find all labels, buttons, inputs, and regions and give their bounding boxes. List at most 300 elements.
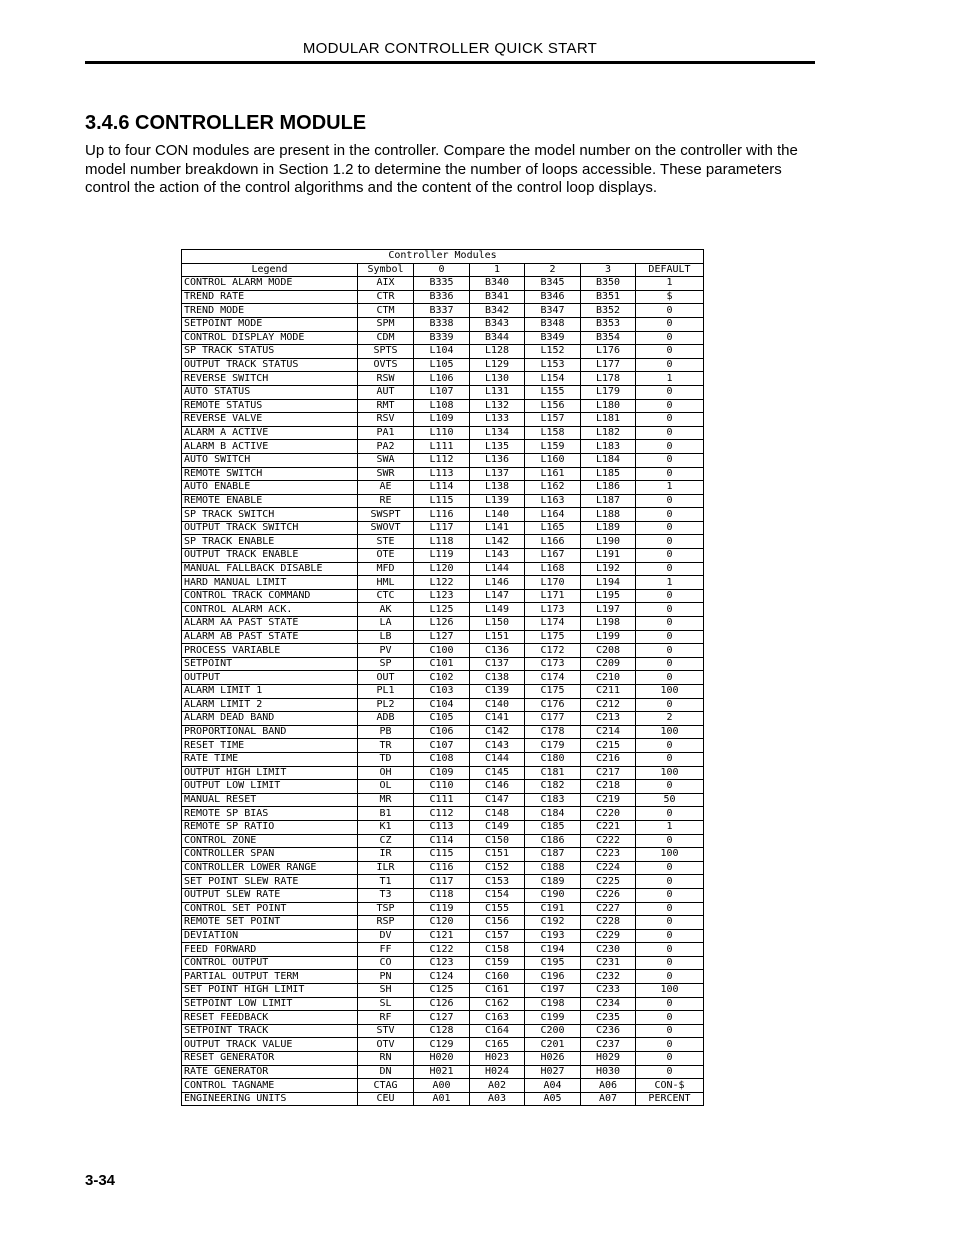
module-2-cell: C177 (525, 712, 581, 726)
module-0-cell: C119 (414, 902, 470, 916)
page-number: 3-34 (85, 1172, 116, 1189)
module-3-cell: C214 (581, 725, 636, 739)
table-row (182, 875, 704, 889)
default-cell: 50 (636, 793, 704, 807)
column-header: Legend (182, 263, 358, 277)
module-2-cell: L152 (525, 345, 581, 359)
symbol-cell: PV (358, 644, 414, 658)
symbol-cell: PA2 (358, 440, 414, 454)
symbol-cell: ADB (358, 712, 414, 726)
default-cell: 0 (636, 956, 704, 970)
table-row (182, 970, 704, 984)
module-3-cell: C233 (581, 984, 636, 998)
default-cell: 0 (636, 494, 704, 508)
module-2-cell: C179 (525, 739, 581, 753)
table-row (182, 1011, 704, 1025)
module-0-cell: C123 (414, 956, 470, 970)
symbol-cell: STV (358, 1024, 414, 1038)
default-cell: 1 (636, 372, 704, 386)
default-cell: 0 (636, 617, 704, 631)
module-3-cell: C237 (581, 1038, 636, 1052)
module-0-cell: C122 (414, 943, 470, 957)
module-1-cell: L132 (470, 399, 525, 413)
module-1-cell: L135 (470, 440, 525, 454)
module-3-cell: C228 (581, 916, 636, 930)
module-3-cell: B351 (581, 290, 636, 304)
symbol-cell: IR (358, 848, 414, 862)
symbol-cell: AE (358, 481, 414, 495)
symbol-cell: OVTS (358, 358, 414, 372)
symbol-cell: OTV (358, 1038, 414, 1052)
symbol-cell: DV (358, 929, 414, 943)
module-1-cell: C144 (470, 752, 525, 766)
legend-cell: DEVIATION (182, 929, 358, 943)
module-0-cell: C128 (414, 1024, 470, 1038)
legend-cell: SP TRACK SWITCH (182, 508, 358, 522)
module-3-cell: L177 (581, 358, 636, 372)
legend-cell: OUTPUT TRACK ENABLE (182, 549, 358, 563)
module-2-cell: C198 (525, 997, 581, 1011)
default-cell: 2 (636, 712, 704, 726)
symbol-cell: CTR (358, 290, 414, 304)
module-0-cell: L125 (414, 603, 470, 617)
symbol-cell: PL1 (358, 685, 414, 699)
module-0-cell: L117 (414, 521, 470, 535)
legend-cell: RATE TIME (182, 752, 358, 766)
module-2-cell: C200 (525, 1024, 581, 1038)
table-row (182, 535, 704, 549)
running-header: MODULAR CONTROLLER QUICK START (302, 40, 598, 57)
module-0-cell: L127 (414, 630, 470, 644)
module-0-cell: A00 (414, 1079, 470, 1093)
table-row (182, 494, 704, 508)
module-2-cell: L173 (525, 603, 581, 617)
default-cell: $ (636, 290, 704, 304)
intro-paragraph: Up to four CON modules are present in the controller. Compare the model number on the controller with the model number breakdown in Section 1.2 to determine the number of loops accessible. These parameters control the action of the control algorithms and the content of the control loop displays. (85, 142, 798, 196)
symbol-cell: TD (358, 752, 414, 766)
module-3-cell: C227 (581, 902, 636, 916)
legend-cell: SETPOINT (182, 657, 358, 671)
symbol-cell: AK (358, 603, 414, 617)
module-3-cell: C226 (581, 888, 636, 902)
module-0-cell: L118 (414, 535, 470, 549)
legend-cell: ALARM LIMIT 2 (182, 698, 358, 712)
legend-cell: OUTPUT LOW LIMIT (182, 780, 358, 794)
default-cell: 0 (636, 929, 704, 943)
module-0-cell: C106 (414, 725, 470, 739)
module-1-cell: C141 (470, 712, 525, 726)
module-3-cell: L182 (581, 426, 636, 440)
module-1-cell: L147 (470, 589, 525, 603)
symbol-cell: T3 (358, 888, 414, 902)
module-3-cell: L176 (581, 345, 636, 359)
default-cell: 0 (636, 358, 704, 372)
module-2-cell: H026 (525, 1052, 581, 1066)
module-3-cell: H030 (581, 1065, 636, 1079)
module-1-cell: C138 (470, 671, 525, 685)
module-1-cell: H024 (470, 1065, 525, 1079)
table-row (182, 1092, 704, 1106)
module-0-cell: C113 (414, 820, 470, 834)
symbol-cell: T1 (358, 875, 414, 889)
module-2-cell: L163 (525, 494, 581, 508)
legend-cell: ALARM AA PAST STATE (182, 617, 358, 631)
legend-cell: OUTPUT (182, 671, 358, 685)
module-1-cell: C149 (470, 820, 525, 834)
legend-cell: REVERSE VALVE (182, 413, 358, 427)
section-title: 3.4.6 CONTROLLER MODULE (85, 112, 367, 134)
module-1-cell: L141 (470, 521, 525, 535)
default-cell: 100 (636, 848, 704, 862)
module-1-cell: L136 (470, 453, 525, 467)
table-row (182, 902, 704, 916)
module-0-cell: C129 (414, 1038, 470, 1052)
module-3-cell: L188 (581, 508, 636, 522)
table-row (182, 603, 704, 617)
module-1-cell: C155 (470, 902, 525, 916)
module-0-cell: C109 (414, 766, 470, 780)
module-1-cell: C160 (470, 970, 525, 984)
symbol-cell: SPTS (358, 345, 414, 359)
module-2-cell: B346 (525, 290, 581, 304)
module-2-cell: C193 (525, 929, 581, 943)
table-row (182, 426, 704, 440)
legend-cell: FEED FORWARD (182, 943, 358, 957)
module-1-cell: L144 (470, 562, 525, 576)
module-2-cell: C180 (525, 752, 581, 766)
table-row (182, 385, 704, 399)
default-cell: 0 (636, 440, 704, 454)
module-0-cell: B336 (414, 290, 470, 304)
module-3-cell: L187 (581, 494, 636, 508)
legend-cell: SET POINT HIGH LIMIT (182, 984, 358, 998)
symbol-cell: TSP (358, 902, 414, 916)
legend-cell: AUTO STATUS (182, 385, 358, 399)
legend-cell: REMOTE SP RATIO (182, 820, 358, 834)
module-1-cell: L134 (470, 426, 525, 440)
module-0-cell: C110 (414, 780, 470, 794)
module-0-cell: L107 (414, 385, 470, 399)
symbol-cell: SWA (358, 453, 414, 467)
default-cell: 0 (636, 1065, 704, 1079)
column-header: DEFAULT (636, 263, 704, 277)
module-0-cell: B339 (414, 331, 470, 345)
module-3-cell: L179 (581, 385, 636, 399)
default-cell: 0 (636, 780, 704, 794)
module-0-cell: L104 (414, 345, 470, 359)
module-1-cell: C148 (470, 807, 525, 821)
symbol-cell: PN (358, 970, 414, 984)
module-1-cell: B341 (470, 290, 525, 304)
module-0-cell: L113 (414, 467, 470, 481)
table-row (182, 372, 704, 386)
table-row (182, 589, 704, 603)
module-0-cell: C102 (414, 671, 470, 685)
module-1-cell: A03 (470, 1092, 525, 1106)
module-0-cell: L109 (414, 413, 470, 427)
module-3-cell: C221 (581, 820, 636, 834)
module-2-cell: C192 (525, 916, 581, 930)
module-2-cell: C195 (525, 956, 581, 970)
module-1-cell: L139 (470, 494, 525, 508)
module-1-cell: C146 (470, 780, 525, 794)
legend-cell: OUTPUT TRACK SWITCH (182, 521, 358, 535)
module-0-cell: L106 (414, 372, 470, 386)
symbol-cell: RE (358, 494, 414, 508)
module-0-cell: C101 (414, 657, 470, 671)
symbol-cell: SP (358, 657, 414, 671)
default-cell: 0 (636, 698, 704, 712)
table-row (182, 725, 704, 739)
module-2-cell: L166 (525, 535, 581, 549)
legend-cell: OUTPUT TRACK STATUS (182, 358, 358, 372)
module-1-cell: C162 (470, 997, 525, 1011)
module-3-cell: L180 (581, 399, 636, 413)
module-0-cell: C117 (414, 875, 470, 889)
table-row (182, 1065, 704, 1079)
legend-cell: OUTPUT HIGH LIMIT (182, 766, 358, 780)
module-3-cell: C234 (581, 997, 636, 1011)
module-1-cell: L129 (470, 358, 525, 372)
default-cell: 0 (636, 508, 704, 522)
default-cell: 100 (636, 685, 704, 699)
default-cell: 0 (636, 861, 704, 875)
legend-cell: CONTROL ALARM MODE (182, 277, 358, 291)
module-1-cell: C164 (470, 1024, 525, 1038)
module-3-cell: A07 (581, 1092, 636, 1106)
module-1-cell: C157 (470, 929, 525, 943)
module-2-cell: C199 (525, 1011, 581, 1025)
module-0-cell: C127 (414, 1011, 470, 1025)
legend-cell: ENGINEERING UNITS (182, 1092, 358, 1106)
module-2-cell: C194 (525, 943, 581, 957)
module-2-cell: B347 (525, 304, 581, 318)
module-3-cell: C232 (581, 970, 636, 984)
symbol-cell: AUT (358, 385, 414, 399)
default-cell: 0 (636, 834, 704, 848)
default-cell: 0 (636, 426, 704, 440)
symbol-cell: SWR (358, 467, 414, 481)
module-3-cell: B352 (581, 304, 636, 318)
symbol-cell: LB (358, 630, 414, 644)
module-2-cell: C188 (525, 861, 581, 875)
module-2-cell: L154 (525, 372, 581, 386)
table-row (182, 671, 704, 685)
controller-modules-table (181, 249, 704, 1106)
module-1-cell: B340 (470, 277, 525, 291)
symbol-cell: OTE (358, 549, 414, 563)
module-2-cell: C196 (525, 970, 581, 984)
legend-cell: AUTO SWITCH (182, 453, 358, 467)
module-0-cell: L108 (414, 399, 470, 413)
symbol-cell: SL (358, 997, 414, 1011)
module-2-cell: A04 (525, 1079, 581, 1093)
module-0-cell: C112 (414, 807, 470, 821)
module-0-cell: C100 (414, 644, 470, 658)
default-cell: 0 (636, 888, 704, 902)
legend-cell: CONTROL ZONE (182, 834, 358, 848)
default-cell: 0 (636, 657, 704, 671)
table-row (182, 739, 704, 753)
table-row (182, 1024, 704, 1038)
header-rule (85, 61, 815, 64)
module-0-cell: C105 (414, 712, 470, 726)
table-row (182, 304, 704, 318)
default-cell: 100 (636, 725, 704, 739)
symbol-cell: SWOVT (358, 521, 414, 535)
table-row (182, 793, 704, 807)
module-2-cell: L167 (525, 549, 581, 563)
default-cell: 0 (636, 943, 704, 957)
module-0-cell: C124 (414, 970, 470, 984)
symbol-cell: RSP (358, 916, 414, 930)
symbol-cell: FF (358, 943, 414, 957)
module-3-cell: C215 (581, 739, 636, 753)
module-3-cell: L190 (581, 535, 636, 549)
legend-cell: ALARM A ACTIVE (182, 426, 358, 440)
module-1-cell: C156 (470, 916, 525, 930)
module-2-cell: L171 (525, 589, 581, 603)
default-cell: 0 (636, 304, 704, 318)
symbol-cell: AIX (358, 277, 414, 291)
module-1-cell: C159 (470, 956, 525, 970)
default-cell: 0 (636, 970, 704, 984)
module-3-cell: L181 (581, 413, 636, 427)
module-0-cell: L126 (414, 617, 470, 631)
module-2-cell: L157 (525, 413, 581, 427)
table-row (182, 453, 704, 467)
module-1-cell: C147 (470, 793, 525, 807)
default-cell: 0 (636, 413, 704, 427)
column-header: 2 (525, 263, 581, 277)
module-3-cell: C225 (581, 875, 636, 889)
default-cell: 0 (636, 875, 704, 889)
module-2-cell: C176 (525, 698, 581, 712)
module-0-cell: C121 (414, 929, 470, 943)
module-1-cell: H023 (470, 1052, 525, 1066)
default-cell: CON-$ (636, 1079, 704, 1093)
legend-cell: TREND MODE (182, 304, 358, 318)
default-cell: 0 (636, 603, 704, 617)
module-3-cell: L194 (581, 576, 636, 590)
default-cell: 0 (636, 467, 704, 481)
symbol-cell: RMT (358, 399, 414, 413)
symbol-cell: DN (358, 1065, 414, 1079)
module-0-cell: C104 (414, 698, 470, 712)
module-3-cell: L192 (581, 562, 636, 576)
default-cell: 0 (636, 1011, 704, 1025)
module-3-cell: L178 (581, 372, 636, 386)
legend-cell: ALARM AB PAST STATE (182, 630, 358, 644)
module-2-cell: L161 (525, 467, 581, 481)
default-cell: 0 (636, 1024, 704, 1038)
table-row (182, 820, 704, 834)
module-3-cell: C212 (581, 698, 636, 712)
module-1-cell: C161 (470, 984, 525, 998)
table-row (182, 685, 704, 699)
table-title: Controller Modules (182, 250, 704, 264)
module-2-cell: L174 (525, 617, 581, 631)
legend-cell: RESET TIME (182, 739, 358, 753)
symbol-cell: CDM (358, 331, 414, 345)
module-3-cell: C222 (581, 834, 636, 848)
module-3-cell: C230 (581, 943, 636, 957)
module-1-cell: L130 (470, 372, 525, 386)
table-row (182, 317, 704, 331)
table-row (182, 929, 704, 943)
table-row (182, 834, 704, 848)
module-1-cell: C152 (470, 861, 525, 875)
legend-cell: SP TRACK ENABLE (182, 535, 358, 549)
module-1-cell: L146 (470, 576, 525, 590)
default-cell: 0 (636, 385, 704, 399)
default-cell: 100 (636, 766, 704, 780)
table-row (182, 644, 704, 658)
table-row (182, 657, 704, 671)
module-3-cell: C217 (581, 766, 636, 780)
symbol-cell: OL (358, 780, 414, 794)
module-1-cell: L142 (470, 535, 525, 549)
module-1-cell: C140 (470, 698, 525, 712)
legend-cell: SETPOINT LOW LIMIT (182, 997, 358, 1011)
module-0-cell: B338 (414, 317, 470, 331)
module-2-cell: L158 (525, 426, 581, 440)
legend-cell: RESET FEEDBACK (182, 1011, 358, 1025)
symbol-cell: CO (358, 956, 414, 970)
legend-cell: SETPOINT TRACK (182, 1024, 358, 1038)
module-3-cell: C219 (581, 793, 636, 807)
module-2-cell: L164 (525, 508, 581, 522)
legend-cell: SP TRACK STATUS (182, 345, 358, 359)
module-2-cell: C185 (525, 820, 581, 834)
module-1-cell: C143 (470, 739, 525, 753)
symbol-cell: CTC (358, 589, 414, 603)
module-1-cell: L133 (470, 413, 525, 427)
module-2-cell: C172 (525, 644, 581, 658)
module-1-cell: C153 (470, 875, 525, 889)
symbol-cell: CZ (358, 834, 414, 848)
column-header: Symbol (358, 263, 414, 277)
symbol-cell: RSV (358, 413, 414, 427)
legend-cell: CONTROLLER SPAN (182, 848, 358, 862)
default-cell: 1 (636, 820, 704, 834)
default-cell: 0 (636, 997, 704, 1011)
legend-cell: REMOTE SP BIAS (182, 807, 358, 821)
default-cell: 0 (636, 671, 704, 685)
module-0-cell: L122 (414, 576, 470, 590)
default-cell: 0 (636, 549, 704, 563)
symbol-cell: PL2 (358, 698, 414, 712)
default-cell: 0 (636, 562, 704, 576)
module-0-cell: H021 (414, 1065, 470, 1079)
symbol-cell: MFD (358, 562, 414, 576)
module-1-cell: C139 (470, 685, 525, 699)
table-row (182, 345, 704, 359)
symbol-cell: OH (358, 766, 414, 780)
table-row (182, 807, 704, 821)
module-2-cell: A05 (525, 1092, 581, 1106)
legend-cell: TREND RATE (182, 290, 358, 304)
default-cell: 0 (636, 1052, 704, 1066)
module-0-cell: B335 (414, 277, 470, 291)
module-1-cell: L150 (470, 617, 525, 631)
module-1-cell: C145 (470, 766, 525, 780)
table-row (182, 848, 704, 862)
module-1-cell: L131 (470, 385, 525, 399)
symbol-cell: RN (358, 1052, 414, 1066)
module-0-cell: H020 (414, 1052, 470, 1066)
table-row (182, 997, 704, 1011)
